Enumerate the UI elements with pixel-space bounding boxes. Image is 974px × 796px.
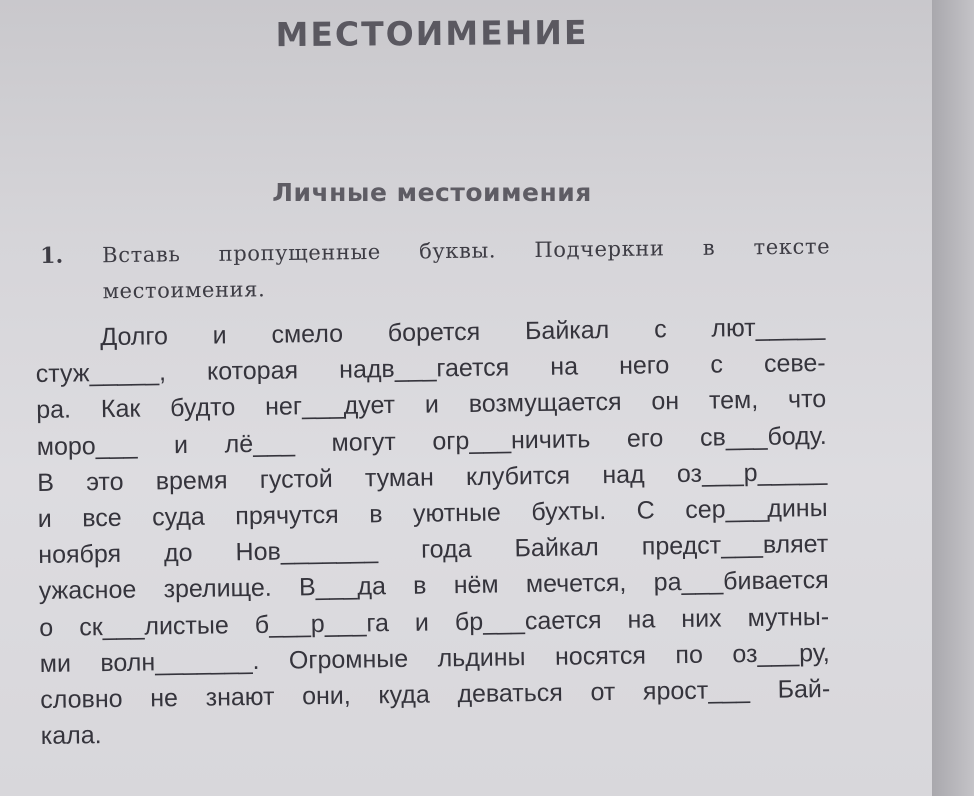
text-word: и xyxy=(414,608,430,637)
text-word: надв___гается xyxy=(338,353,510,384)
text-word: них xyxy=(681,603,722,633)
text-word: словно xyxy=(40,684,123,714)
text-word: Байкал xyxy=(514,533,599,563)
text-word: клубится xyxy=(465,461,571,491)
page-title: МЕСТОИМЕНИЕ xyxy=(275,12,589,55)
text-word: туман xyxy=(364,463,434,493)
text-word: тем, xyxy=(708,386,759,415)
text-word: которая xyxy=(206,356,299,386)
text-word: Байкал xyxy=(524,315,610,346)
text-word: оз___ру, xyxy=(732,638,830,668)
text-word: до xyxy=(163,538,193,568)
text-word: куда xyxy=(378,680,430,710)
page-edge xyxy=(932,0,974,796)
text-word: С xyxy=(636,496,655,525)
text-word: лё___ xyxy=(224,428,296,458)
text-word: севе- xyxy=(763,349,826,379)
text-word: все xyxy=(82,503,122,533)
text-word: и xyxy=(173,430,189,459)
text-word: льдины xyxy=(437,642,526,673)
text-word: В xyxy=(37,468,55,497)
text-word: он xyxy=(651,387,680,416)
text-word: что xyxy=(787,385,827,414)
text-word: на xyxy=(550,352,579,381)
text-word: стуж_____, xyxy=(35,358,167,389)
text-word: зрелище. xyxy=(163,574,272,604)
text-word: на xyxy=(627,604,656,634)
text-word: ужасное xyxy=(38,575,137,606)
text-word: возмущается xyxy=(468,388,622,419)
text-word: ярост___ xyxy=(642,675,751,706)
text-word: Бай- xyxy=(777,674,831,704)
text-word: огр___ничить xyxy=(432,424,591,456)
text-word: ми xyxy=(39,649,72,678)
text-word: прячутся xyxy=(235,500,339,531)
text-word: с xyxy=(653,315,667,344)
text-word: суда xyxy=(151,502,206,532)
text-word: бр___сается xyxy=(454,605,602,636)
text-word: Долго xyxy=(100,322,169,352)
text-word: о xyxy=(39,613,54,642)
text-word: и xyxy=(424,390,440,419)
text-word: Нов_______ xyxy=(235,536,379,567)
text-word: бухты. xyxy=(531,496,607,527)
text-word: мутны- xyxy=(747,602,830,632)
exercise-text xyxy=(35,309,831,754)
text-word: его xyxy=(626,423,664,453)
text-word: носятся xyxy=(554,641,647,671)
text-word: ноября xyxy=(38,539,122,570)
text-word: ра___бивается xyxy=(653,566,829,597)
text-word: и xyxy=(37,504,52,533)
text-word: лют_____ xyxy=(711,312,826,343)
text-word: в xyxy=(412,571,427,601)
text-word: смело xyxy=(271,319,344,349)
task-block xyxy=(40,228,831,310)
text-word: они, xyxy=(301,681,351,711)
text-word: могут xyxy=(331,427,396,457)
text-word: время xyxy=(155,466,228,496)
text-word: уютные xyxy=(412,498,502,528)
text-word: от xyxy=(590,677,616,707)
text-word: над xyxy=(602,460,645,489)
text-word: ск___листые xyxy=(79,610,229,641)
text-word: с xyxy=(710,350,724,379)
text-word: это xyxy=(86,467,124,497)
text-word: нём xyxy=(453,570,499,600)
section-subtitle: Личные местоимения xyxy=(272,178,592,207)
text-word: знают xyxy=(205,682,275,712)
text-word: него xyxy=(618,351,670,381)
text-word: мечется, xyxy=(525,569,627,599)
text-word: по xyxy=(675,640,704,669)
text-word: волн_______. xyxy=(100,646,260,677)
text-word: и xyxy=(212,321,227,350)
text-word: св___боду. xyxy=(699,421,827,452)
text-word: б___р___га xyxy=(254,608,390,639)
text-word: ра. xyxy=(36,395,72,425)
text-word: густой xyxy=(259,464,333,494)
text-word: борется xyxy=(387,317,481,348)
text-word: В___да xyxy=(298,572,387,602)
text-word: предст___вляет xyxy=(641,530,829,561)
task-instruction: Вставь пропущенные буквы. Подчеркни в тексте местоимения. xyxy=(102,234,831,304)
text-word: в xyxy=(369,500,383,529)
text-word: Огромные xyxy=(288,644,409,675)
text-word: оз___р_____ xyxy=(676,457,828,488)
text-word: кала. xyxy=(40,721,102,751)
text-word: моро___ xyxy=(36,431,138,461)
text-word: года xyxy=(420,535,472,564)
text-word: сер___дины xyxy=(685,493,828,524)
text-word: не xyxy=(150,683,179,713)
text-word: Как xyxy=(100,394,141,424)
text-word: будто xyxy=(169,393,236,423)
task-number: 1. xyxy=(40,242,64,269)
text-word: нег___дует xyxy=(264,391,396,422)
text-word: деваться xyxy=(457,678,563,709)
